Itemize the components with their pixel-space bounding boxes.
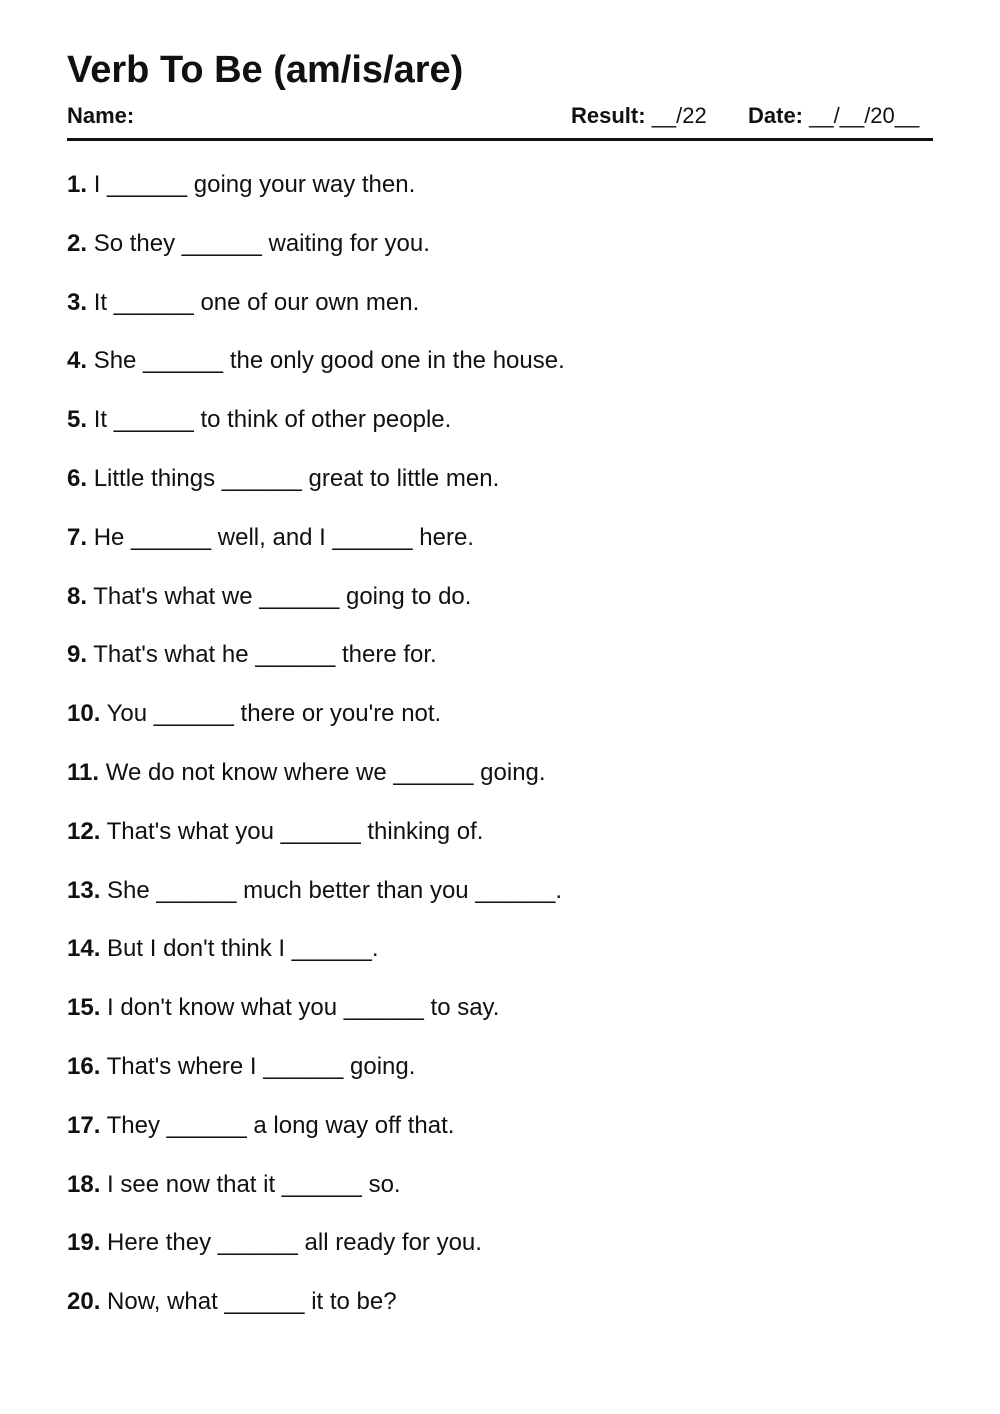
question-number: 11.	[67, 758, 100, 786]
date-label: Date:	[748, 103, 804, 128]
question-list	[67, 170, 565, 1346]
question-item	[67, 1228, 565, 1287]
question-number: 3.	[67, 288, 88, 316]
question-item	[67, 229, 565, 288]
question-item	[67, 1111, 565, 1170]
question-item	[67, 346, 565, 405]
question-text: That's what we ______ going to do.	[93, 582, 472, 610]
question-number: 2.	[67, 229, 88, 257]
question-text: They ______ a long way off that.	[106, 1111, 455, 1139]
result-value: __/22	[651, 103, 707, 128]
question-text: She ______ much better than you ______.	[107, 876, 563, 904]
question-item	[67, 523, 565, 582]
question-number: 4.	[67, 347, 88, 375]
question-number: 13.	[67, 876, 101, 904]
question-number: 6.	[67, 464, 88, 492]
question-text: We do not know where we ______ going.	[105, 758, 546, 786]
question-text: You ______ there or you're not.	[106, 700, 442, 728]
question-item	[67, 640, 565, 699]
question-number: 8.	[67, 582, 88, 610]
question-text: That's where I ______ going.	[106, 1052, 416, 1080]
question-number: 9.	[67, 641, 88, 669]
question-text: It ______ one of our own men.	[93, 288, 420, 316]
question-number: 1.	[67, 171, 88, 198]
question-item	[67, 758, 565, 817]
question-text: He ______ well, and I ______ here.	[93, 523, 474, 551]
question-item	[67, 288, 565, 347]
question-text: I don't know what you ______ to say.	[107, 994, 500, 1022]
question-text: I see now that it ______ so.	[107, 1170, 401, 1198]
question-item	[67, 993, 565, 1052]
question-item	[67, 170, 565, 229]
question-text: That's what he ______ there for.	[93, 641, 437, 669]
question-item	[67, 817, 565, 876]
header-divider	[67, 138, 933, 141]
question-text: I ______ going your way then.	[93, 171, 416, 198]
name-label: Name:	[67, 103, 135, 128]
question-number: 18.	[67, 1170, 101, 1198]
question-item	[67, 876, 565, 935]
question-number: 10.	[67, 700, 101, 728]
question-item	[67, 699, 565, 758]
question-text: That's what you ______ thinking of.	[106, 817, 484, 845]
question-number: 17.	[67, 1111, 101, 1139]
question-item	[67, 582, 565, 641]
question-text: It ______ to think of other people.	[93, 406, 452, 434]
question-item	[67, 934, 565, 993]
worksheet-header	[67, 102, 933, 130]
question-number: 20.	[67, 1288, 101, 1316]
question-number: 15.	[67, 994, 101, 1022]
question-number: 16.	[67, 1052, 101, 1080]
result-label: Result:	[571, 103, 646, 128]
question-item	[67, 405, 565, 464]
worksheet-title: Verb To Be (am/is/are)	[67, 49, 464, 91]
date-field	[748, 102, 919, 130]
question-item	[67, 464, 565, 523]
question-text: Now, what ______ it to be?	[107, 1288, 397, 1316]
question-text: But I don't think I ______.	[107, 935, 379, 963]
question-item	[67, 1052, 565, 1111]
question-text: So they ______ waiting for you.	[93, 229, 430, 257]
question-text: She ______ the only good one in the house.	[93, 347, 565, 375]
question-text: Little things ______ great to little men.	[93, 464, 500, 492]
question-number: 5.	[67, 406, 88, 434]
question-number: 7.	[67, 523, 88, 551]
question-number: 19.	[67, 1229, 101, 1257]
question-text: Here they ______ all ready for you.	[107, 1229, 482, 1257]
question-number: 12.	[67, 817, 101, 845]
question-number: 14.	[67, 935, 101, 963]
result-field	[571, 102, 707, 130]
date-value: __/__/20__	[809, 103, 920, 128]
question-item	[67, 1170, 565, 1229]
question-item	[67, 1287, 565, 1346]
